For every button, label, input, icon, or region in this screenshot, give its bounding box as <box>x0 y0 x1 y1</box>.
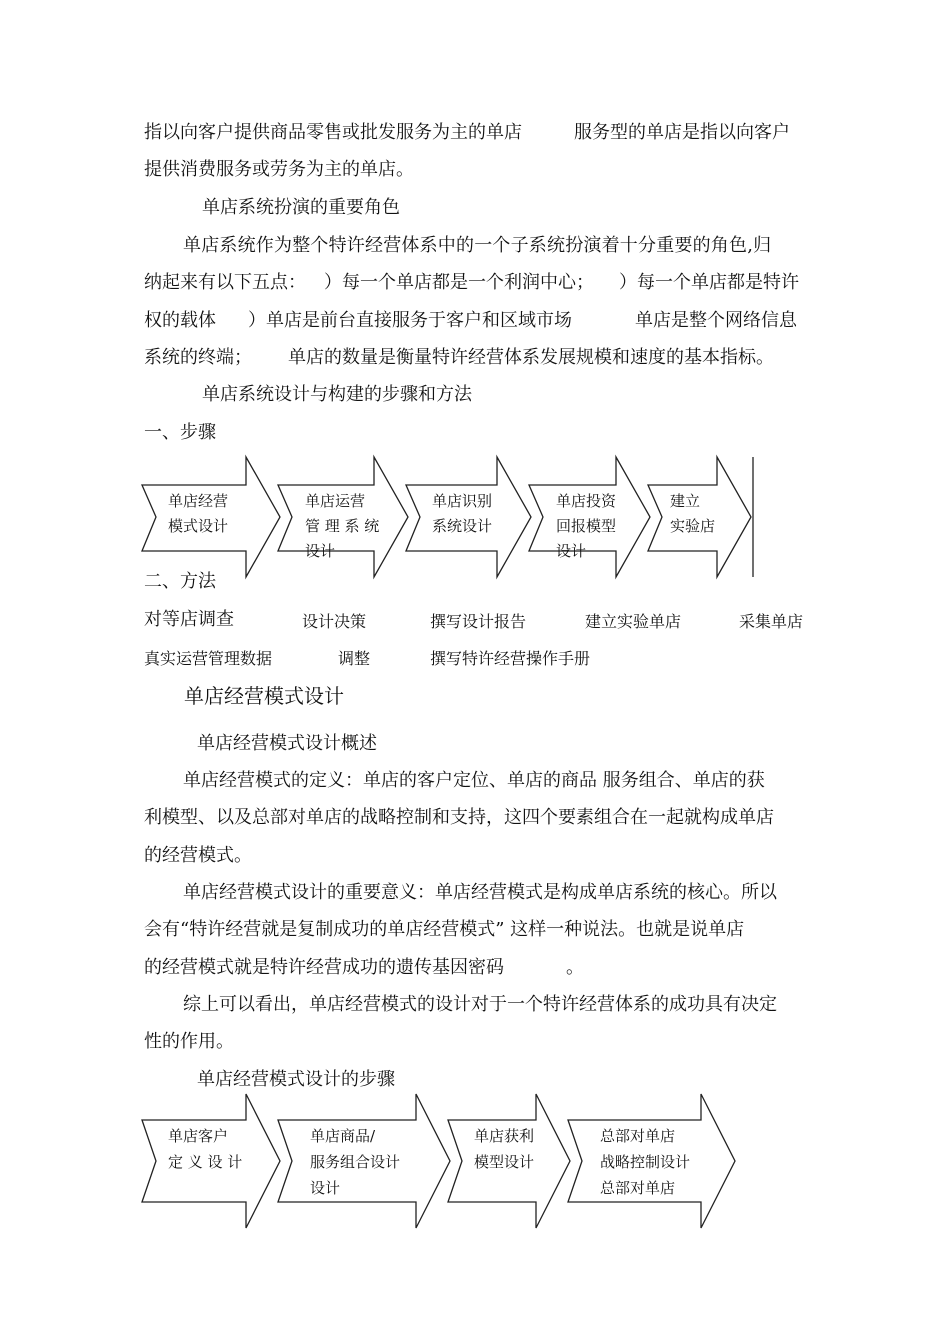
method-item: 真实运营管理数据 <box>144 649 273 668</box>
flow-step-5 <box>648 457 751 577</box>
p5-line-2: 性的作用。 <box>144 1031 234 1052</box>
p2-line-2b: ）每一个单店都是一个利润中心； <box>324 272 594 293</box>
p4-line-1: 单店经营模式设计的重要意义：单店经营模式是构成单店系统的核心。所以 <box>183 882 777 903</box>
flow-step-1 <box>142 457 280 577</box>
p4-line-2: 会有“特许经营就是复制成功的单店经营模式” 这样一种说法。也就是说单店 <box>144 919 745 940</box>
p3-line-2: 利模型、以及总部对单店的战略控制和支持，这四个要素组合在一起就构成单店 <box>144 807 774 828</box>
p2-line-2c: ）每一个单店都是特许 <box>619 272 799 293</box>
flow-step-label: 系统设计 <box>432 517 493 535</box>
p2-line-3b: ）单店是前台直接服务于客户和区域市场 <box>248 310 572 331</box>
heading-role: 单店系统扮演的重要角色 <box>202 197 400 218</box>
flow-step-label: 单店获利 <box>474 1127 535 1145</box>
flow-step-label: 设计 <box>305 542 336 560</box>
method-item: 撰写设计报告 <box>430 612 527 631</box>
flow-step-label: 定 义 设 计 <box>168 1153 243 1171</box>
method-item: 设计决策 <box>302 612 367 631</box>
flow-step-label: 单店投资 <box>556 492 617 510</box>
flow-step-label: 管 理 系 统 <box>305 517 380 535</box>
heading-design-steps: 单店经营模式设计的步骤 <box>197 1069 395 1090</box>
steps-label: 一、步骤 <box>144 422 216 443</box>
p1-line-2: 提供消费服务或劳务为主的单店。 <box>144 159 414 180</box>
p2-line-4a: 系统的终端； <box>144 347 252 368</box>
p4-line-3a: 的经营模式就是特许经营成功的遗传基因密码 <box>144 957 504 978</box>
flow-diagram-steps <box>0 455 950 585</box>
method-item: 采集单店 <box>739 612 804 631</box>
flow-step-4 <box>529 457 650 577</box>
flow-step-label: 单店运营 <box>305 492 366 510</box>
method-item: 调整 <box>338 649 371 668</box>
flow-step-3 <box>448 1094 570 1228</box>
flow-step-label: 总部对单店 <box>600 1179 676 1197</box>
p1-line-1a: 指以向客户提供商品零售或批发服务为主的单店 <box>144 122 522 143</box>
p3-line-3: 的经营模式。 <box>144 845 252 866</box>
p2-line-4b: 单店的数量是衡量特许经营体系发展规模和速度的基本指标。 <box>288 347 774 368</box>
method-item: 建立实验单店 <box>585 612 682 631</box>
p2-line-3a: 权的载体 <box>144 310 216 331</box>
p5-line-1: 综上可以看出，单店经营模式的设计对于一个特许经营体系的成功具有决定 <box>183 994 777 1015</box>
p1-line-1b: 服务型的单店是指以向客户 <box>574 122 790 143</box>
flow-step-1 <box>142 1094 280 1228</box>
flow-step-label: 设计 <box>556 542 587 560</box>
p2-line-1: 单店系统作为整个特许经营体系中的一个子系统扮演着十分重要的角色,归 <box>183 235 772 256</box>
flow-step-label: 模式设计 <box>168 517 229 535</box>
p1-line-1 <box>144 122 522 144</box>
p4-line-3b: 。 <box>566 957 584 978</box>
flow-step-2 <box>278 457 408 577</box>
p3-line-1: 单店经营模式的定义：单店的客户定位、单店的商品 服务组合、单店的获 <box>183 770 765 791</box>
methods-label: 二、方法 <box>144 571 216 592</box>
section-title: 单店经营模式设计 <box>184 684 344 708</box>
flow-step-label: 设计 <box>310 1179 341 1197</box>
flow-step-3 <box>406 457 531 577</box>
flow-step-label: 单店经营 <box>168 492 229 510</box>
flow-step-label: 模型设计 <box>474 1153 535 1171</box>
flow-step-label: 建立 <box>670 492 701 510</box>
flow-diagram-design-steps <box>0 1090 950 1215</box>
heading-steps-methods: 单店系统设计与构建的步骤和方法 <box>202 384 472 405</box>
flow-step-label: 回报模型 <box>556 517 617 535</box>
flow-step-label: 战略控制设计 <box>600 1153 691 1171</box>
flow-step-label: 实验店 <box>670 517 716 535</box>
flow-step-label: 单店客户 <box>168 1127 229 1145</box>
flow-step-label: 单店识别 <box>432 492 493 510</box>
flow-step-4 <box>568 1094 735 1228</box>
flow-step-label: 总部对单店 <box>600 1127 676 1145</box>
method-item: 对等店调查 <box>144 609 234 630</box>
flow-step-label: 单店商品/ <box>310 1127 376 1145</box>
p2-line-2a: 纳起来有以下五点： <box>144 272 306 293</box>
flow-step-2 <box>278 1094 450 1228</box>
heading-overview: 单店经营模式设计概述 <box>197 733 377 754</box>
method-item: 撰写特许经营操作手册 <box>430 649 591 668</box>
flow-step-label: 服务组合设计 <box>310 1153 401 1171</box>
p2-line-3c: 单店是整个网络信息 <box>635 310 797 331</box>
